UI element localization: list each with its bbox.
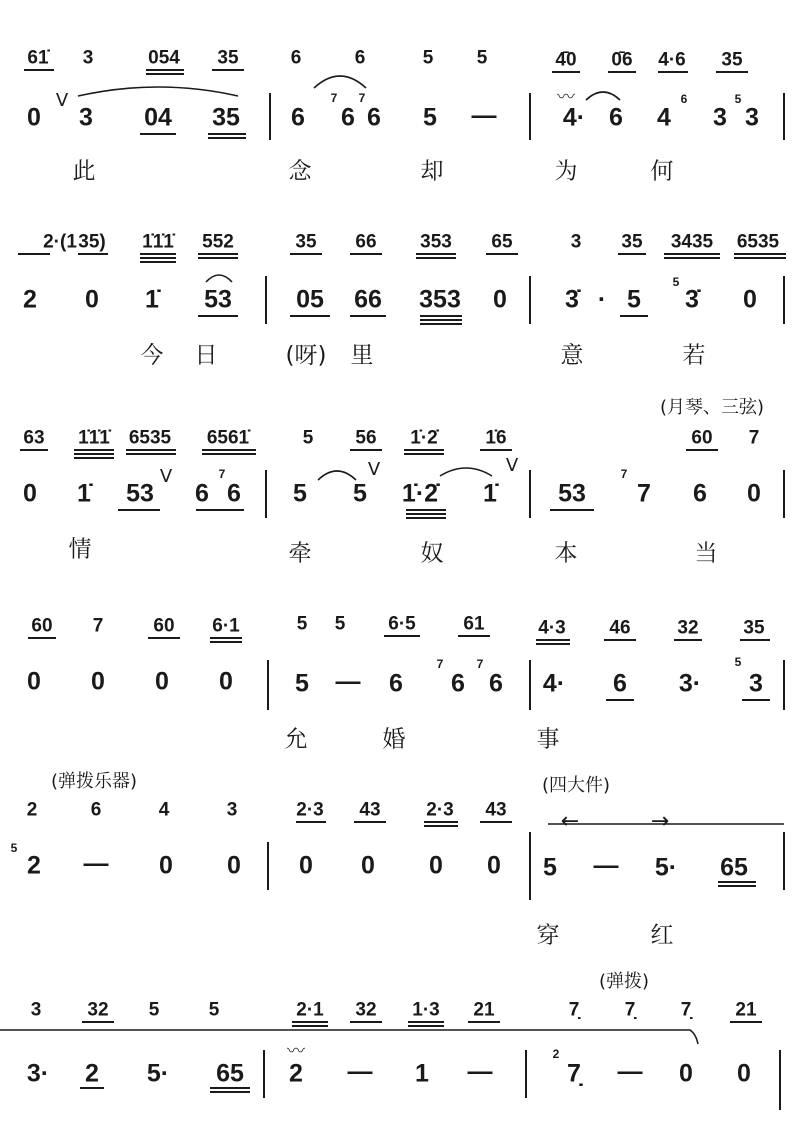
grace-note: 7	[330, 91, 338, 105]
lyric: 婚	[382, 726, 406, 753]
instrument-note: (四大件)	[541, 775, 611, 796]
vocal-note: 0	[361, 851, 375, 880]
vocal-dash: —	[335, 667, 361, 696]
instrumental-note: 054	[148, 47, 180, 69]
instrumental-note: 35	[621, 231, 643, 253]
slur-arc	[206, 275, 232, 282]
grace-note: 2	[552, 1047, 560, 1061]
instrumental-note: 4	[158, 799, 170, 821]
vocal-note: 53	[126, 479, 154, 508]
lyric: 里	[350, 342, 374, 369]
vocal-note: 2	[289, 1059, 303, 1088]
vocal-note: 0	[737, 1059, 751, 1088]
instrumental-note: 3	[82, 47, 94, 69]
instrumental-note: 1̇1̇1̇	[142, 231, 174, 253]
vocal-note: 6	[613, 669, 627, 698]
vocal-note: 0	[27, 667, 41, 696]
instrumental-note: 6	[354, 47, 366, 69]
lyric: 情	[68, 536, 92, 563]
vocal-note: 3̇	[685, 285, 699, 314]
vocal-note: 0	[91, 667, 105, 696]
vocal-note: 6	[451, 669, 465, 698]
vocal-note: 5	[627, 285, 641, 314]
instrumental-note: 6535	[128, 427, 172, 449]
instrumental-note: 5	[422, 47, 434, 69]
instrument-note: (弹拨乐器)	[50, 771, 138, 792]
vocal-note: 65	[720, 853, 748, 882]
instrumental-note: 3435	[670, 231, 714, 253]
instrumental-note: 6561̇	[206, 427, 250, 449]
vocal-note: 0	[23, 479, 37, 508]
vocal-note: 5	[293, 479, 307, 508]
instrumental-note: 60	[153, 615, 175, 637]
vocal-note: 0	[747, 479, 761, 508]
vocal-note: 6	[341, 103, 355, 132]
vocal-note: 3̇	[565, 285, 579, 314]
vocal-note: 5	[423, 103, 437, 132]
instrumental-note: 60	[691, 427, 713, 449]
grace-note: 6	[680, 92, 688, 106]
vocal-note: 6	[489, 669, 503, 698]
grace-note: 7	[620, 467, 628, 481]
instrumental-note: 2·(1	[43, 231, 77, 253]
lyric: 念	[288, 158, 312, 185]
instrumental-note: 32	[677, 617, 699, 639]
instrument-note: (月琴、三弦)	[659, 397, 765, 418]
vocal-note: 6	[291, 103, 305, 132]
instrumental-note: 6·1	[212, 615, 240, 637]
vocal-note: 3·	[26, 1059, 50, 1088]
instrumental-note: 7̣	[624, 999, 636, 1021]
lyric: 奴	[420, 540, 444, 567]
instrumental-note: 5	[208, 999, 220, 1021]
vocal-dash: —	[593, 851, 619, 880]
instrumental-note: 35	[295, 231, 317, 253]
instrumental-note: 1̇·2̇	[410, 427, 438, 449]
instrumental-note: 21	[473, 999, 495, 1021]
vocal-note: 6	[227, 479, 241, 508]
grace-note: 7	[476, 657, 484, 671]
lyric: 却	[420, 158, 444, 185]
arrow-left-icon: ←	[560, 809, 580, 834]
vocal-note: 53	[558, 479, 586, 508]
instrumental-note: 1̇1̇1̇	[78, 427, 110, 449]
instrumental-note: 353	[420, 231, 452, 253]
instrumental-note: 3	[30, 999, 42, 1021]
lyric: 当	[694, 540, 718, 567]
vocal-dash: —	[83, 849, 109, 878]
vocal-note: 0	[487, 851, 501, 880]
vocal-note: 65	[216, 1059, 244, 1088]
vocal-note: 6	[367, 103, 381, 132]
vocal-note: ·	[597, 285, 607, 314]
instrumental-note: 63	[23, 427, 45, 449]
slur-arc	[318, 471, 356, 480]
vocal-dash: —	[467, 1057, 493, 1086]
instrumental-note: 5	[334, 613, 346, 635]
vocal-note: 6	[693, 479, 707, 508]
instrumental-note: 46	[609, 617, 631, 639]
instrumental-note: 6·5	[388, 613, 416, 635]
instrumental-note: 7	[92, 615, 104, 637]
vocal-note: 7̣	[567, 1059, 581, 1088]
vocal-note: 0	[155, 667, 169, 696]
lyric: 本	[554, 540, 578, 567]
breath-mark: V	[159, 466, 173, 487]
breath-mark: V	[55, 90, 69, 111]
vocal-note: 1̇	[145, 285, 159, 314]
vocal-note: 0	[227, 851, 241, 880]
vocal-note: 53	[204, 285, 232, 314]
vocal-note: 6	[609, 103, 623, 132]
instrumental-note: 5	[148, 999, 160, 1021]
vocal-note: 0	[27, 103, 41, 132]
slur-arc	[586, 92, 620, 100]
lyric: 意	[560, 342, 584, 369]
instrumental-note: 6	[90, 799, 102, 821]
lyric: 穿	[536, 922, 560, 949]
grace-note: 5	[10, 841, 18, 855]
instrumental-note: 56	[355, 427, 377, 449]
vocal-note: 5	[295, 669, 309, 698]
trill-mark: 〰	[557, 87, 575, 108]
vocal-note: 353	[419, 285, 461, 314]
arrow-right-icon: →	[650, 809, 670, 834]
lyric: 此	[72, 158, 96, 185]
grace-note: 7	[358, 91, 366, 105]
instrumental-note: 6535	[736, 231, 780, 253]
instrumental-note: 3	[570, 231, 582, 253]
vocal-note: 0	[219, 667, 233, 696]
vocal-note: 1̇	[483, 479, 497, 508]
vocal-note: 6	[195, 479, 209, 508]
vocal-note: 6	[389, 669, 403, 698]
slur-arc	[78, 87, 238, 96]
instrumental-note: 2·3	[296, 799, 324, 821]
vocal-note: 4	[657, 103, 671, 132]
vocal-note: 0	[743, 285, 757, 314]
vocal-note: 3	[749, 669, 763, 698]
instrumental-note: 60	[31, 615, 53, 637]
vocal-dash: —	[471, 101, 497, 130]
vocal-note: 1̇·2̇	[401, 479, 439, 508]
instrumental-note: 6	[290, 47, 302, 69]
vocal-note: 04	[144, 103, 172, 132]
vocal-note: 5	[353, 479, 367, 508]
vocal-note: 3·	[678, 669, 702, 698]
grace-note: 7	[218, 467, 226, 481]
instrumental-note: 7̣	[680, 999, 692, 1021]
instrumental-note: 2·1	[296, 999, 324, 1021]
instrumental-note: 35	[743, 617, 765, 639]
vocal-note: 1	[415, 1059, 429, 1088]
instrumental-note: 65	[491, 231, 513, 253]
lyric: 日	[194, 342, 218, 369]
instrumental-note: 35	[721, 49, 743, 71]
vocal-note: 1̇	[77, 479, 91, 508]
instrumental-note: 1̇6	[485, 427, 507, 449]
trill-mark: 〰	[287, 1041, 305, 1062]
breath-mark: V	[505, 455, 519, 476]
instrumental-note: 4·3	[538, 617, 566, 639]
instrumental-note: 43	[359, 799, 381, 821]
lyric: (呀)	[285, 342, 327, 369]
vocal-note: 3	[713, 103, 727, 132]
vocal-note: 4·	[562, 103, 586, 132]
vocal-note: 0	[299, 851, 313, 880]
slur-arc	[314, 76, 366, 88]
vocal-note: 5	[543, 853, 557, 882]
vocal-note: 0	[493, 285, 507, 314]
vocal-dash: —	[617, 1057, 643, 1086]
instrumental-note: 5	[302, 427, 314, 449]
grace-note: 5	[734, 92, 742, 106]
vocal-dash: —	[347, 1057, 373, 1086]
instrumental-note: 61	[463, 613, 485, 635]
instrumental-note: 0̄6	[611, 49, 633, 71]
instrumental-note: 35	[217, 47, 239, 69]
instrumental-note: 7	[748, 427, 760, 449]
grace-note: 7	[436, 657, 444, 671]
vocal-note: 5·	[654, 853, 678, 882]
vocal-note: 5·	[146, 1059, 170, 1088]
grace-note: 5	[734, 655, 742, 669]
lyric: 何	[650, 158, 674, 185]
lyric: 牵	[288, 540, 312, 567]
instrumental-note: 2·3	[426, 799, 454, 821]
vocal-note: 4·	[542, 669, 566, 698]
instrumental-note: 5	[296, 613, 308, 635]
instrumental-note: 21	[735, 999, 757, 1021]
breath-mark: V	[367, 459, 381, 480]
vocal-note: 0	[429, 851, 443, 880]
lyric: 今	[140, 342, 164, 369]
vocal-note: 2	[85, 1059, 99, 1088]
slur-arc	[440, 468, 492, 476]
instrumental-note: 66	[355, 231, 377, 253]
instrumental-note: 3	[226, 799, 238, 821]
vocal-note: 7	[637, 479, 651, 508]
instrumental-note: 32	[87, 999, 109, 1021]
vocal-note: 2	[27, 851, 41, 880]
instrumental-note: 61̇	[27, 47, 49, 69]
instrumental-note: 1·3	[412, 999, 440, 1021]
instrument-note: (弹拨)	[598, 971, 650, 992]
instrumental-note: 4·6	[658, 49, 686, 71]
instrumental-note: 43	[485, 799, 507, 821]
vocal-note: 0	[159, 851, 173, 880]
instrumental-note: 35)	[78, 231, 106, 253]
vocal-note: 0	[85, 285, 99, 314]
lyric: 红	[650, 922, 674, 949]
lyric: 为	[554, 158, 578, 185]
vocal-note: 66	[354, 285, 382, 314]
grace-note: 5	[672, 275, 680, 289]
vocal-note: 2	[23, 285, 37, 314]
lyric: 若	[682, 342, 706, 369]
lyric: 允	[284, 726, 308, 753]
vocal-note: 3	[745, 103, 759, 132]
vocal-note: 3	[79, 103, 93, 132]
instrumental-note: 7̣	[568, 999, 580, 1021]
vocal-note: 0	[679, 1059, 693, 1088]
instrumental-note: 32	[355, 999, 377, 1021]
vocal-note: 35	[212, 103, 240, 132]
instrumental-note: 5	[476, 47, 488, 69]
vocal-note: 05	[296, 285, 324, 314]
instrumental-note: 2	[26, 799, 38, 821]
instrumental-note: 552	[202, 231, 234, 253]
instrumental-note: 4̄0	[555, 49, 577, 71]
lyric: 事	[536, 726, 560, 753]
phrase-line	[0, 1030, 698, 1044]
